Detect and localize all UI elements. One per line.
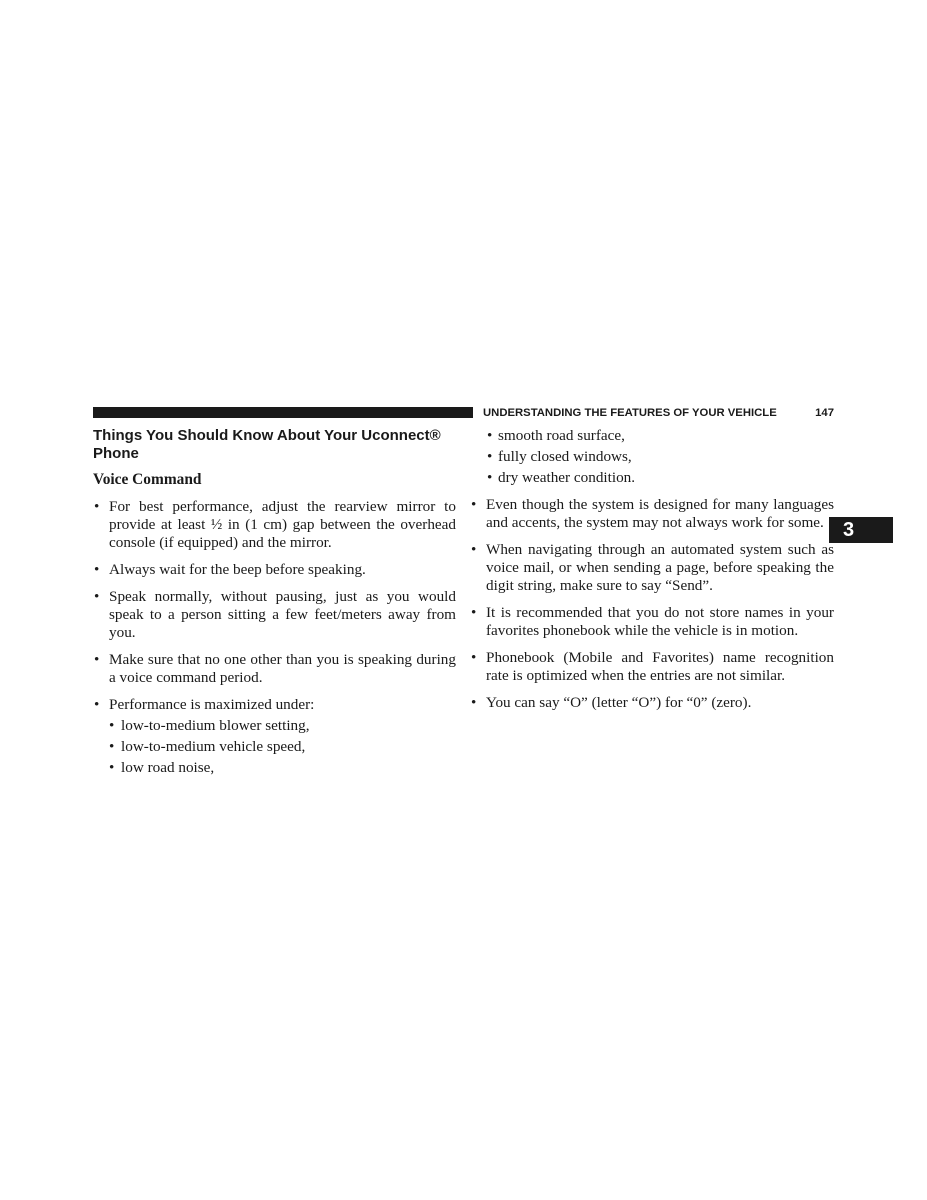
- header-rule: [93, 407, 473, 418]
- list-item: • Make sure that no one other than you is speaking during a voice command period.: [93, 651, 456, 687]
- list-item: • Speak normally, without pausing, just as you would speak to a person sitting a few feet/meters away from you.: [93, 588, 456, 642]
- sub-list-item: • fully closed windows,: [470, 448, 834, 466]
- running-header: [483, 406, 834, 420]
- list-item: • You can say “O” (letter “O”) for “0” (zero).: [470, 694, 834, 712]
- sub-list-item: • low-to-medium vehicle speed,: [109, 738, 456, 756]
- chapter-tab: 3: [829, 517, 893, 543]
- sub-list-item: • low-to-medium blower setting,: [109, 717, 456, 735]
- page-number: 147: [815, 407, 834, 419]
- bullet-list: [470, 496, 834, 712]
- sub-list-item: • dry weather condition.: [470, 469, 834, 487]
- bullet-list: [93, 498, 456, 777]
- subsection-title: Voice Command: [93, 471, 202, 488]
- list-item: • For best performance, adjust the rearview mirror to provide at least ½ in (1 cm) gap between the overhead console (if equipped) and the mirror.: [93, 498, 456, 552]
- list-item: • Performance is maximized under: • low-to-medium blower setting, • low-to-medium vehicle speed, • low road noise,: [93, 696, 456, 777]
- list-item: • It is recommended that you do not store names in your favorites phonebook while the vehicle is in motion.: [470, 604, 834, 640]
- list-item: • When navigating through an automated system such as voice mail, or when sending a page, before speaking the digit string, make sure to say “Send”.: [470, 541, 834, 595]
- right-column: [470, 427, 834, 721]
- section-title: Things You Should Know About Your Uconnect® Phone: [93, 427, 441, 462]
- running-title: UNDERSTANDING THE FEATURES OF YOUR VEHICLE: [483, 407, 777, 419]
- sub-list-item: • smooth road surface,: [470, 427, 834, 445]
- left-column: [93, 427, 456, 786]
- list-item: • Always wait for the beep before speaking.: [93, 561, 456, 579]
- list-item: • Even though the system is designed for many languages and accents, the system may not always work for some.: [470, 496, 834, 532]
- sub-list-item: • low road noise,: [109, 759, 456, 777]
- list-item: • Phonebook (Mobile and Favorites) name recognition rate is optimized when the entries are not similar.: [470, 649, 834, 685]
